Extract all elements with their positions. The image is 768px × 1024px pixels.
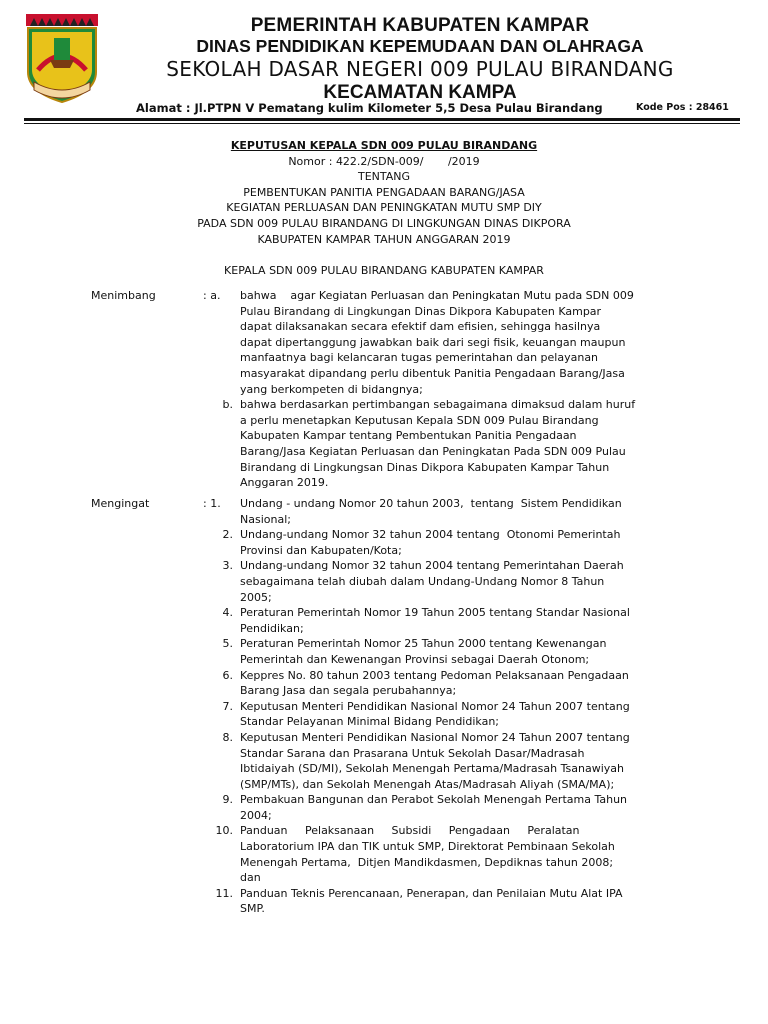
- mengingat-item-line: Ibtidaiyah (SD/MI), Sekolah Menengah Pertama/Madrasah Tsanawiyah: [240, 762, 624, 776]
- decree-about: TENTANG: [357, 170, 411, 184]
- mengingat-item-line: Standar Sarana dan Prasarana Untuk Sekolah Dasar/Madrasah: [240, 746, 585, 760]
- mengingat-item-line: SMP.: [240, 902, 265, 916]
- menimbang-item-line: dapat dilaksanakan secara efektif dam efisien, sehingga hasilnya: [240, 320, 601, 334]
- menimbang-item-line: bahwa berdasarkan pertimbangan sebagaimana dimaksud dalam huruf: [240, 398, 636, 412]
- decree-issuer: KEPALA SDN 009 PULAU BIRANDANG KABUPATEN KAMPAR: [224, 264, 544, 278]
- decree-subject-3: PADA SDN 009 PULAU BIRANDANG DI LINGKUNGAN DINAS DIKPORA: [197, 216, 571, 230]
- mengingat-item-line: Peraturan Pemerintah Nomor 19 Tahun 2005 tentang Standar Nasional: [240, 606, 630, 620]
- mengingat-item-marker: : 1.: [203, 497, 221, 510]
- mengingat-item: [0, 605, 768, 636]
- menimbang-item-line: Birandang di Lingkungsan Dinas Dikpora Kabupaten Kampar Tahun: [240, 460, 610, 474]
- mengingat-item: [0, 558, 768, 605]
- menimbang-item-line: bahwa agar Kegiatan Perluasan dan Peningkatan Mutu pada SDN 009: [240, 289, 634, 302]
- mengingat-item-line: sebagaimana telah diubah dalam Undang-Undang Nomor 8 Tahun: [240, 574, 605, 588]
- mengingat-item-line: Nasional;: [240, 512, 291, 526]
- letterhead-postal-code: Kode Pos : 28461: [636, 102, 729, 113]
- menimbang-item-line: Pulau Birandang di Lingkungan Dinas Dikpora Kabupaten Kampar: [240, 304, 602, 318]
- mengingat-item: [0, 823, 768, 885]
- mengingat-item-line: Menengah Pertama, Ditjen Mandikdasmen, Depdiknas tahun 2008;: [240, 855, 614, 869]
- mengingat-item-marker: 4.: [222, 606, 233, 620]
- decree-subject-2: KEGIATAN PERLUASAN DAN PENINGKATAN MUTU SMP DIY: [226, 201, 542, 215]
- menimbang-label: Menimbang: [91, 289, 156, 302]
- mengingat-item-line: (SMP/MTs), dan Sekolah Menengah Atas/Madrasah Aliyah (SMA/MA);: [240, 777, 615, 791]
- mengingat-item-marker: 6.: [222, 668, 233, 682]
- mengingat-item-marker: 3.: [222, 559, 233, 573]
- mengingat-item-marker: 11.: [215, 886, 233, 900]
- mengingat-item-marker: 8.: [222, 730, 233, 744]
- mengingat-item-marker: 7.: [222, 699, 233, 713]
- mengingat-item: [0, 636, 768, 667]
- menimbang-items: [0, 288, 768, 491]
- menimbang-item-line: a perlu menetapkan Keputusan Kepala SDN 009 Pulau Birandang: [240, 413, 599, 427]
- mengingat-items: [0, 496, 768, 917]
- mengingat-item-line: Keputusan Menteri Pendidikan Nasional Nomor 24 Tahun 2007 tentang: [240, 730, 630, 744]
- mengingat-item: [0, 730, 768, 792]
- mengingat-item-line: Undang-undang Nomor 32 tahun 2004 tentang Otonomi Pemerintah: [240, 528, 621, 542]
- menimbang-item: [0, 288, 768, 397]
- mengingat-item-marker: 5.: [222, 637, 233, 651]
- mengingat-item-line: Pembakuan Bangunan dan Perabot Sekolah Menengah Pertama Tahun: [240, 793, 628, 807]
- mengingat-label: Mengingat: [91, 497, 150, 510]
- mengingat-item-line: Undang-undang Nomor 32 tahun 2004 tentang Pemerintahan Daerah: [240, 559, 624, 573]
- kampar-regency-logo: [24, 12, 100, 104]
- mengingat-item-line: Pemerintah dan Kewenangan Provinsi sebagai Daerah Otonom;: [240, 652, 590, 666]
- mengingat-item-line: Panduan Pelaksanaan Subsidi Pengadaan Peralatan: [240, 824, 580, 838]
- mengingat-item-line: Barang Jasa dan segala perubahannya;: [240, 684, 457, 698]
- menimbang-item-line: masyarakat dipandang perlu dibentuk Panitia Pengadaan Barang/Jasa: [240, 366, 625, 380]
- decree-subject-4: KABUPATEN KAMPAR TAHUN ANGGARAN 2019: [257, 232, 511, 246]
- menimbang-item-line: dapat dipertanggung jawabkan baik dari segi fisik, keuangan maupun: [240, 335, 626, 349]
- mengingat-item-line: Laboratorium IPA dan TIK untuk SMP, Direktorat Pembinaan Sekolah: [240, 840, 615, 854]
- mengingat-item-line: Panduan Teknis Perencanaan, Penerapan, dan Penilaian Mutu Alat IPA: [240, 886, 623, 900]
- letterhead-department: DINAS PENDIDIKAN KEPEMUDAAN DAN OLAHRAGA: [196, 36, 644, 56]
- mengingat-item-line: Provinsi dan Kabupaten/Kota;: [240, 543, 402, 557]
- letterhead-government: PEMERINTAH KABUPATEN KAMPAR: [250, 15, 590, 36]
- letterhead-rule-thick: [24, 118, 740, 121]
- mengingat-item: [0, 792, 768, 823]
- mengingat-item-line: 2004;: [240, 808, 272, 822]
- letterhead-school: SEKOLAH DASAR NEGERI 009 PULAU BIRANDANG: [166, 57, 674, 81]
- mengingat-item-line: 2005;: [240, 590, 272, 604]
- menimbang-item-marker: b.: [222, 398, 233, 412]
- mengingat-item-line: Peraturan Pemerintah Nomor 25 Tahun 2000 tentang Kewenangan: [240, 637, 607, 651]
- menimbang-item: [0, 397, 768, 491]
- menimbang-item-line: Barang/Jasa Kegiatan Perluasan dan Peningkatan Pada SDN 009 Pulau: [240, 444, 626, 458]
- decree-title-block: [40, 138, 728, 279]
- menimbang-item-marker: : a.: [203, 289, 221, 302]
- menimbang-item-line: yang berkompeten di bidangnya;: [240, 382, 423, 396]
- decree-heading: KEPUTUSAN KEPALA SDN 009 PULAU BIRANDANG: [230, 139, 538, 152]
- mengingat-item: [0, 886, 768, 917]
- mengingat-item-marker: 2.: [222, 528, 233, 542]
- mengingat-item: [0, 496, 768, 527]
- menimbang-item-line: Kabupaten Kampar tentang Pembentukan Panitia Pengadaan: [240, 429, 577, 443]
- decree-number: Nomor : 422.2/SDN-009/ /2019: [288, 154, 480, 168]
- letterhead-address: Alamat : Jl.PTPN V Pematang kulim Kilometer 5,5 Desa Pulau Birandang: [136, 101, 603, 115]
- mengingat-section: [0, 496, 768, 917]
- mengingat-item: [0, 699, 768, 730]
- mengingat-item-line: Standar Pelayanan Minimal Bidang Pendidikan;: [240, 715, 499, 729]
- letterhead-district: KECAMATAN KAMPA: [323, 82, 517, 103]
- mengingat-item: [0, 668, 768, 699]
- mengingat-item-line: Keputusan Menteri Pendidikan Nasional Nomor 24 Tahun 2007 tentang: [240, 699, 630, 713]
- mengingat-item: [0, 527, 768, 558]
- decree-subject-1: PEMBENTUKAN PANITIA PENGADAAN BARANG/JASA: [243, 185, 525, 199]
- letterhead-rule-thin: [24, 123, 740, 124]
- letterhead: [100, 16, 740, 104]
- mengingat-item-line: Undang - undang Nomor 20 tahun 2003, tentang Sistem Pendidikan: [240, 497, 622, 510]
- mengingat-item-line: dan: [240, 871, 261, 885]
- mengingat-item-line: Pendidikan;: [240, 621, 304, 635]
- mengingat-item-line: Keppres No. 80 tahun 2003 tentang Pedoman Pelaksanaan Pengadaan: [240, 668, 629, 682]
- mengingat-item-marker: 10.: [215, 824, 233, 838]
- menimbang-item-line: Anggaran 2019.: [240, 476, 329, 490]
- mengingat-item-marker: 9.: [222, 793, 233, 807]
- menimbang-item-line: manfaatnya bagi kelancaran tugas pemerintahan dan pelayanan: [240, 351, 599, 365]
- menimbang-section: [0, 288, 768, 491]
